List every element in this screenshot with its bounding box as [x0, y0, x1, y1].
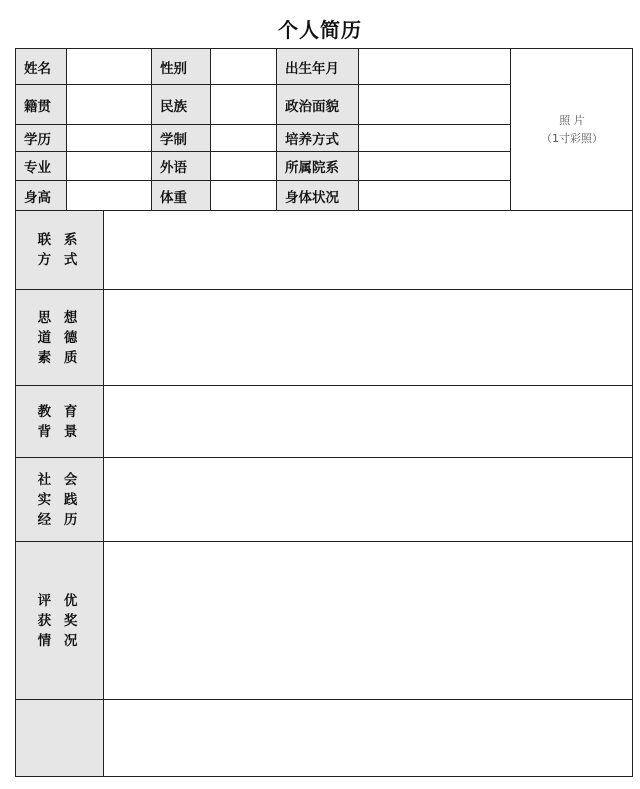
weight-field[interactable]	[211, 181, 277, 211]
ethnicity-field[interactable]	[211, 85, 277, 125]
moral-quality-label: 思 想 道 德 素 质	[16, 290, 104, 386]
language-label: 外语	[152, 152, 211, 181]
major-field[interactable]	[67, 152, 152, 181]
education-field[interactable]	[67, 125, 152, 152]
health-field[interactable]	[359, 181, 511, 211]
awards-label: 评 优 获 奖 情 况	[16, 542, 104, 700]
gender-label: 性别	[152, 49, 211, 85]
moral-quality-field[interactable]	[104, 290, 633, 386]
major-label: 专业	[16, 152, 67, 181]
education-background-field[interactable]	[104, 386, 633, 458]
education-background-label: 教 育 背 景	[16, 386, 104, 458]
height-label: 身高	[16, 181, 67, 211]
social-practice-label: 社 会 实 践 经 历	[16, 458, 104, 542]
schooling-label: 学制	[152, 125, 211, 152]
photo-box[interactable]	[511, 49, 633, 211]
native-label: 籍贯	[16, 85, 67, 125]
department-field[interactable]	[359, 152, 511, 181]
extra-field[interactable]	[104, 700, 633, 776]
contact-label: 联 系 方 式	[16, 211, 104, 290]
birth-field[interactable]	[359, 49, 511, 85]
training-field[interactable]	[359, 125, 511, 152]
photo-size-note: （1寸彩照）	[541, 131, 603, 145]
page-title: 个人简历	[278, 18, 362, 42]
native-field[interactable]	[67, 85, 152, 125]
language-field[interactable]	[211, 152, 277, 181]
training-label: 培养方式	[277, 125, 359, 152]
name-label: 姓名	[16, 49, 67, 85]
height-field[interactable]	[67, 181, 152, 211]
awards-field[interactable]	[104, 542, 633, 700]
department-label: 所属院系	[277, 152, 359, 181]
gender-field[interactable]	[211, 49, 277, 85]
social-practice-field[interactable]	[104, 458, 633, 542]
resume-table	[15, 48, 633, 777]
politics-field[interactable]	[359, 85, 511, 125]
ethnicity-label: 民族	[152, 85, 211, 125]
schooling-field[interactable]	[211, 125, 277, 152]
extra-label	[16, 700, 104, 776]
contact-field[interactable]	[104, 211, 633, 290]
health-label: 身体状况	[277, 181, 359, 211]
politics-label: 政治面貌	[277, 85, 359, 125]
name-field[interactable]	[67, 49, 152, 85]
photo-label: 照 片	[559, 113, 585, 127]
weight-label: 体重	[152, 181, 211, 211]
education-label: 学历	[16, 125, 67, 152]
birth-label: 出生年月	[277, 49, 359, 85]
